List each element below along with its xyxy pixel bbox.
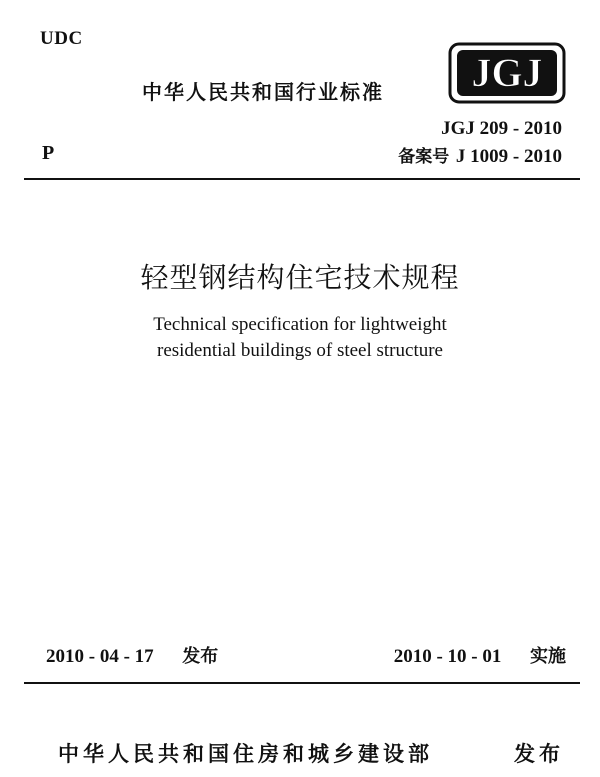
implement-date: 2010 - 10 - 01 [393,646,502,667]
record-number-line [398,142,562,168]
logo-text: JGJ [471,50,543,95]
implement-date-line [394,642,566,668]
jgj-logo [448,42,566,104]
standard-number: JGJ 209 - 2010 [441,118,562,139]
implement-label: 实施 [530,646,566,667]
record-label: 备案号 [398,147,450,167]
issue-label: 发布 [182,646,219,667]
category-letter: P [42,142,55,164]
industry-standard-heading: 中华人民共和国行业标准 [142,80,384,104]
title-english-line1: Technical specification for lightweight [153,314,447,335]
title-chinese: 轻型钢结构住宅技术规程 [140,261,460,294]
publisher-name: 中华人民共和国住房和城乡建设部 [58,742,433,766]
top-divider [24,178,580,180]
issue-date-line [46,642,218,668]
record-number: J 1009 - 2010 [455,146,562,167]
bottom-divider [24,682,580,684]
issue-date: 2010 - 04 - 17 [46,646,154,667]
udc-label: UDC [40,28,83,49]
publish-label: 发布 [514,742,564,766]
title-english-line2: residential buildings of steel structure [157,340,443,361]
